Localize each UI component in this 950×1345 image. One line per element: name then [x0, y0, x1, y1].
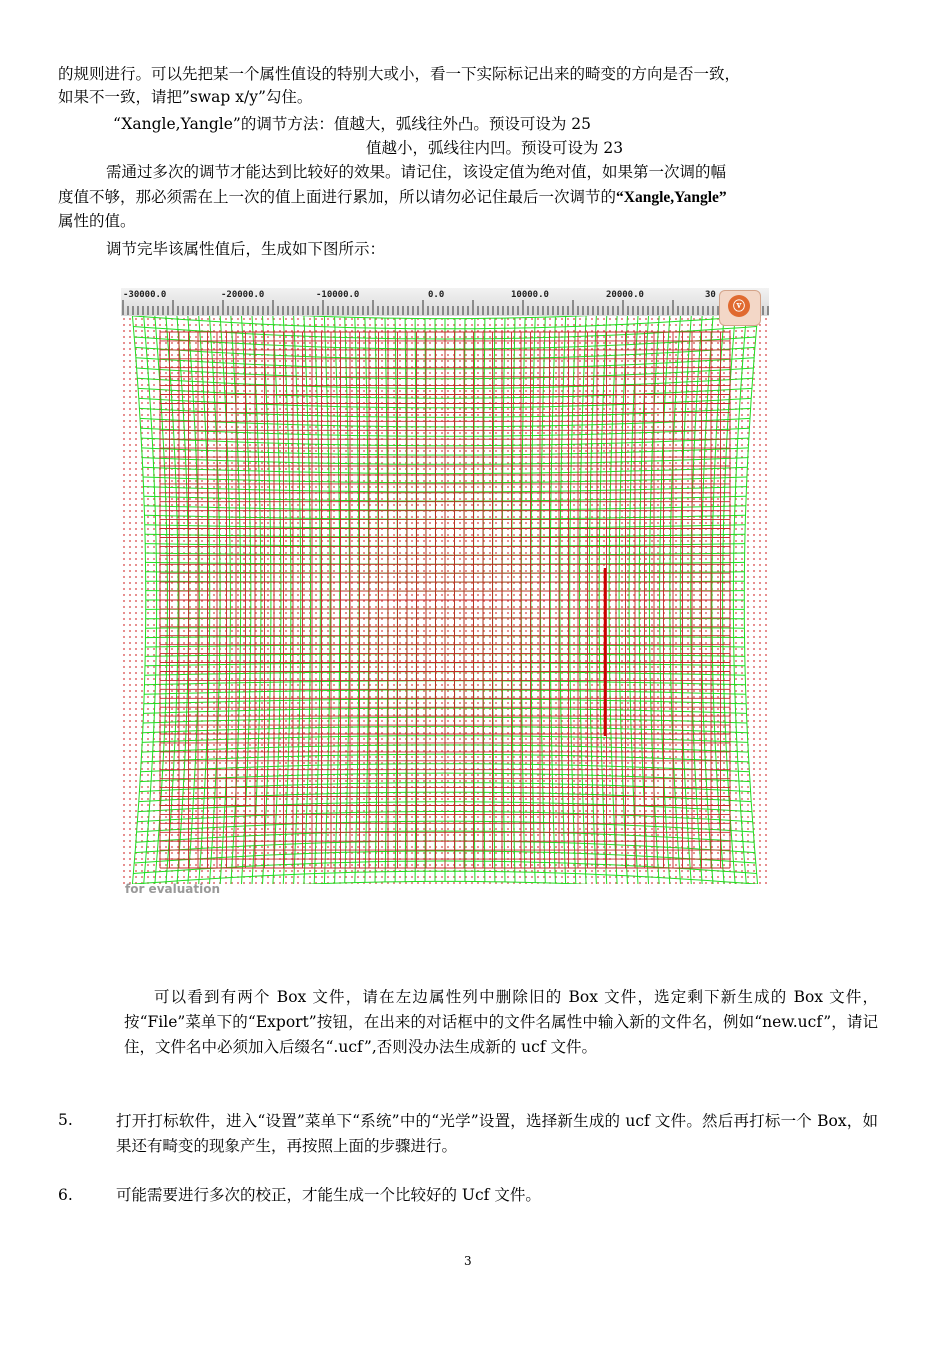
list-item: 可能需要进行多次的校正，才能生成一个比较好的 Ucf 文件。 [116, 1186, 541, 1204]
ruler [121, 288, 769, 317]
grid-canvas [121, 316, 769, 884]
box-paragraph: 可以看到有两个 Box 文件，请在左边属性列中删除旧的 Box 文件，选定剩下新生成的 Box 文件，按“File”菜单下的“Export”按钮，在出来的对话框中的文件名属性中输入新的文件名，例如“new.ucf”，请记住，文件名中必须加入后缀名“.ucf”,否则没办法生成新的 ucf 文件。 [124, 988, 878, 1056]
red-grid [160, 332, 730, 868]
result-line: 调节完毕该属性值后，生成如下图所示： [106, 240, 386, 258]
adjust-line-2 [58, 186, 727, 209]
list-number: 6. [58, 1186, 73, 1204]
ruler-label: -30000.0 [123, 290, 167, 300]
ruler-label: 30 [705, 290, 716, 300]
intro-line-2: 如果不一致，请把”swap x/y”勾住。 [58, 88, 313, 106]
ruler-label: -20000.0 [221, 290, 265, 300]
evaluation-watermark: for evaluation [125, 882, 221, 896]
adjust-line-1: 需通过多次的调节才能达到比较好的效果。请记住，该设定值为绝对值，如果第一次调的幅 [106, 163, 727, 181]
adjust-line-3: 属性的值。 [58, 212, 136, 230]
page-number: 3 [464, 1254, 472, 1268]
distortion-grid [121, 316, 769, 884]
angle-line-2: 值越小，弧线往内凹。预设可设为 23 [366, 139, 624, 157]
intro-line-1: 的规则进行。可以先把某一个属性值设的特别大或小，看一下实际标记出来的畸变的方向是否一致， [58, 65, 741, 83]
logo-badge: ⓥ [728, 295, 750, 317]
distortion-figure [121, 288, 769, 900]
angle-line-1: “Xangle,Yangle”的调节方法：值越大，弧线往外凸。预设可设为 25 [113, 115, 591, 133]
adjust-line-2-bold: “Xangle,Yangle” [616, 189, 727, 206]
ruler-ticks [121, 288, 769, 316]
adjust-line-2-text: 度值不够，那必须需在上一次的值上面进行累加，所以请勿必记住最后一次调节的 [58, 188, 617, 206]
ruler-label: 0.0 [428, 290, 445, 300]
list-item: 打开打标软件，进入“设置”菜单下“系统”中的“光学”设置，选择新生成的 ucf 文件。然后再打标一个 Box，如果还有畸变的现象产生，再按照上面的步骤进行。 [116, 1112, 878, 1155]
ruler-label: 10000.0 [511, 290, 549, 300]
ruler-label: 20000.0 [606, 290, 644, 300]
logo-icon [719, 290, 761, 326]
ruler-label: -10000.0 [316, 290, 360, 300]
list-number: 5. [58, 1111, 73, 1129]
